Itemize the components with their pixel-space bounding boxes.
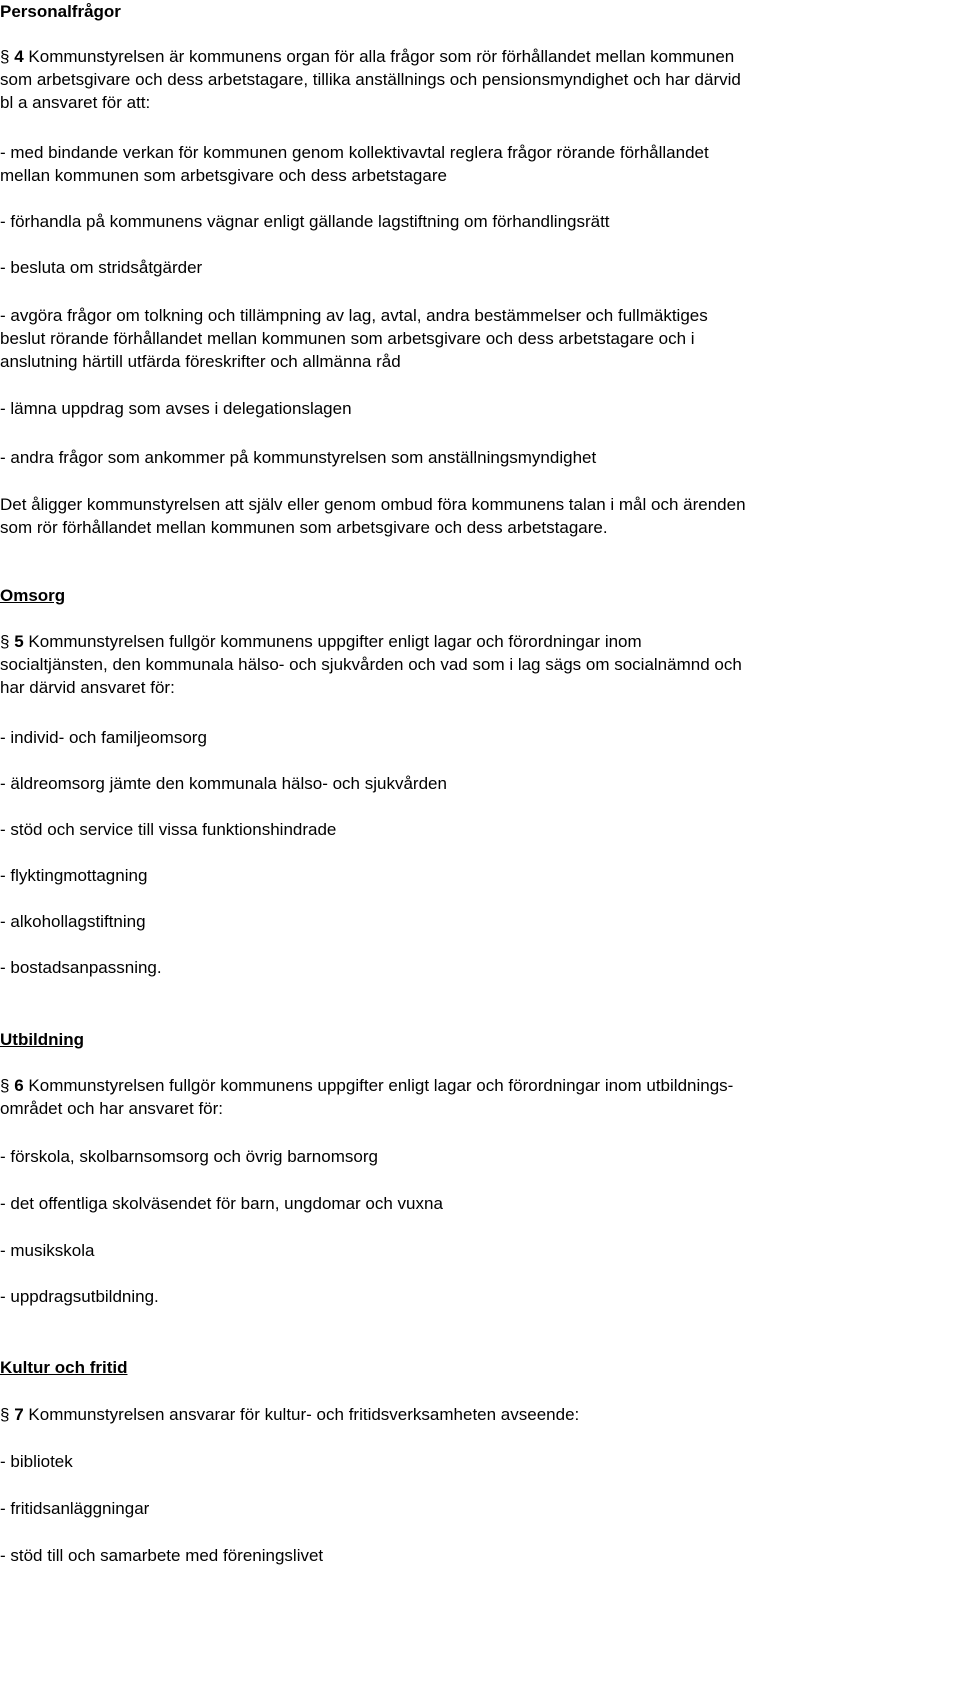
paragraph-5-line-3: har därvid ansvaret för: — [0, 678, 175, 697]
list-item: - stöd och service till vissa funktionshindrade — [0, 820, 337, 839]
section-symbol: § — [0, 1405, 10, 1424]
paragraph-7-line-1: § 7 Kommunstyrelsen ansvarar för kultur- och fritidsverksamheten avseende: — [0, 1405, 580, 1424]
paragraph-5-line-2: socialtjänsten, den kommunala hälso- och sjukvården och vad som i lag sägs om socialnämnd och — [0, 655, 742, 674]
paragraph-4-line-1: § 4 Kommunstyrelsen är kommunens organ för alla frågor som rör förhållandet mellan kommunen — [0, 47, 735, 66]
list-item: - alkohollagstiftning — [0, 912, 146, 931]
list-item: - individ- och familjeomsorg — [0, 728, 207, 747]
paragraph-6-line-2: området och har ansvaret för: — [0, 1099, 224, 1118]
list-item: - flyktingmottagning — [0, 866, 148, 885]
paragraph-4-line-2: som arbetsgivare och dess arbetstagare, tillika anställnings och pensionsmyndighet och har därvid — [0, 70, 741, 89]
list-item: - andra frågor som ankommer på kommunstyrelsen som anställningsmyndighet — [0, 448, 597, 467]
section-symbol: § — [0, 632, 10, 651]
list-item: - förskola, skolbarnsomsorg och övrig barnomsorg — [0, 1147, 378, 1166]
list-item: - stöd till och samarbete med föreningslivet — [0, 1546, 324, 1565]
section-heading-kultur: Kultur och fritid — [0, 1358, 128, 1377]
section-symbol: § — [0, 1076, 10, 1095]
list-item: - besluta om stridsåtgärder — [0, 258, 203, 277]
section-number: 5 — [14, 632, 24, 651]
list-item: - uppdragsutbildning. — [0, 1287, 159, 1306]
list-item: - förhandla på kommunens vägnar enligt gällande lagstiftning om förhandlingsrätt — [0, 212, 610, 231]
list-item: - äldreomsorg jämte den kommunala hälso- och sjukvården — [0, 774, 447, 793]
list-item: - det offentliga skolväsendet för barn, ungdomar och vuxna — [0, 1194, 443, 1213]
section-number: 7 — [14, 1405, 24, 1424]
list-item: - avgöra frågor om tolkning och tillämpning av lag, avtal, andra bestämmelser och fullmäktiges — [0, 306, 708, 325]
closing-line-2: som rör förhållandet mellan kommunen som arbetsgivare och dess arbetstagare. — [0, 518, 608, 537]
section-heading-omsorg: Omsorg — [0, 586, 66, 605]
section-number: 6 — [14, 1076, 24, 1095]
section-heading-personal: Personalfrågor — [0, 2, 121, 21]
list-item: - bostadsanpassning. — [0, 958, 162, 977]
section-number: 4 — [14, 47, 24, 66]
list-item: - med bindande verkan för kommunen genom kollektivavtal reglera frågor rörande förhållandet — [0, 143, 709, 162]
paragraph-4-line-3: bl a ansvaret för att: — [0, 93, 151, 112]
section-symbol: § — [0, 47, 10, 66]
list-item-continuation: anslutning härtill utfärda föreskrifter och allmänna råd — [0, 352, 401, 371]
list-item: - bibliotek — [0, 1452, 73, 1471]
section-heading-utbildning: Utbildning — [0, 1030, 85, 1049]
paragraph-5-line-1: § 5 Kommunstyrelsen fullgör kommunens uppgifter enligt lagar och förordningar inom — [0, 632, 642, 651]
list-item: - fritidsanläggningar — [0, 1499, 150, 1518]
closing-line-1: Det åligger kommunstyrelsen att själv eller genom ombud föra kommunens talan i mål och ärenden — [0, 495, 746, 514]
list-item: - musikskola — [0, 1241, 95, 1260]
paragraph-6-line-1: § 6 Kommunstyrelsen fullgör kommunens uppgifter enligt lagar och förordningar inom utbildnings- — [0, 1076, 734, 1095]
list-item: - lämna uppdrag som avses i delegationslagen — [0, 399, 352, 418]
list-item-continuation: mellan kommunen som arbetsgivare och dess arbetstagare — [0, 166, 447, 185]
list-item-continuation: beslut rörande förhållandet mellan kommunen som arbetsgivare och dess arbetstagare och i — [0, 329, 695, 348]
